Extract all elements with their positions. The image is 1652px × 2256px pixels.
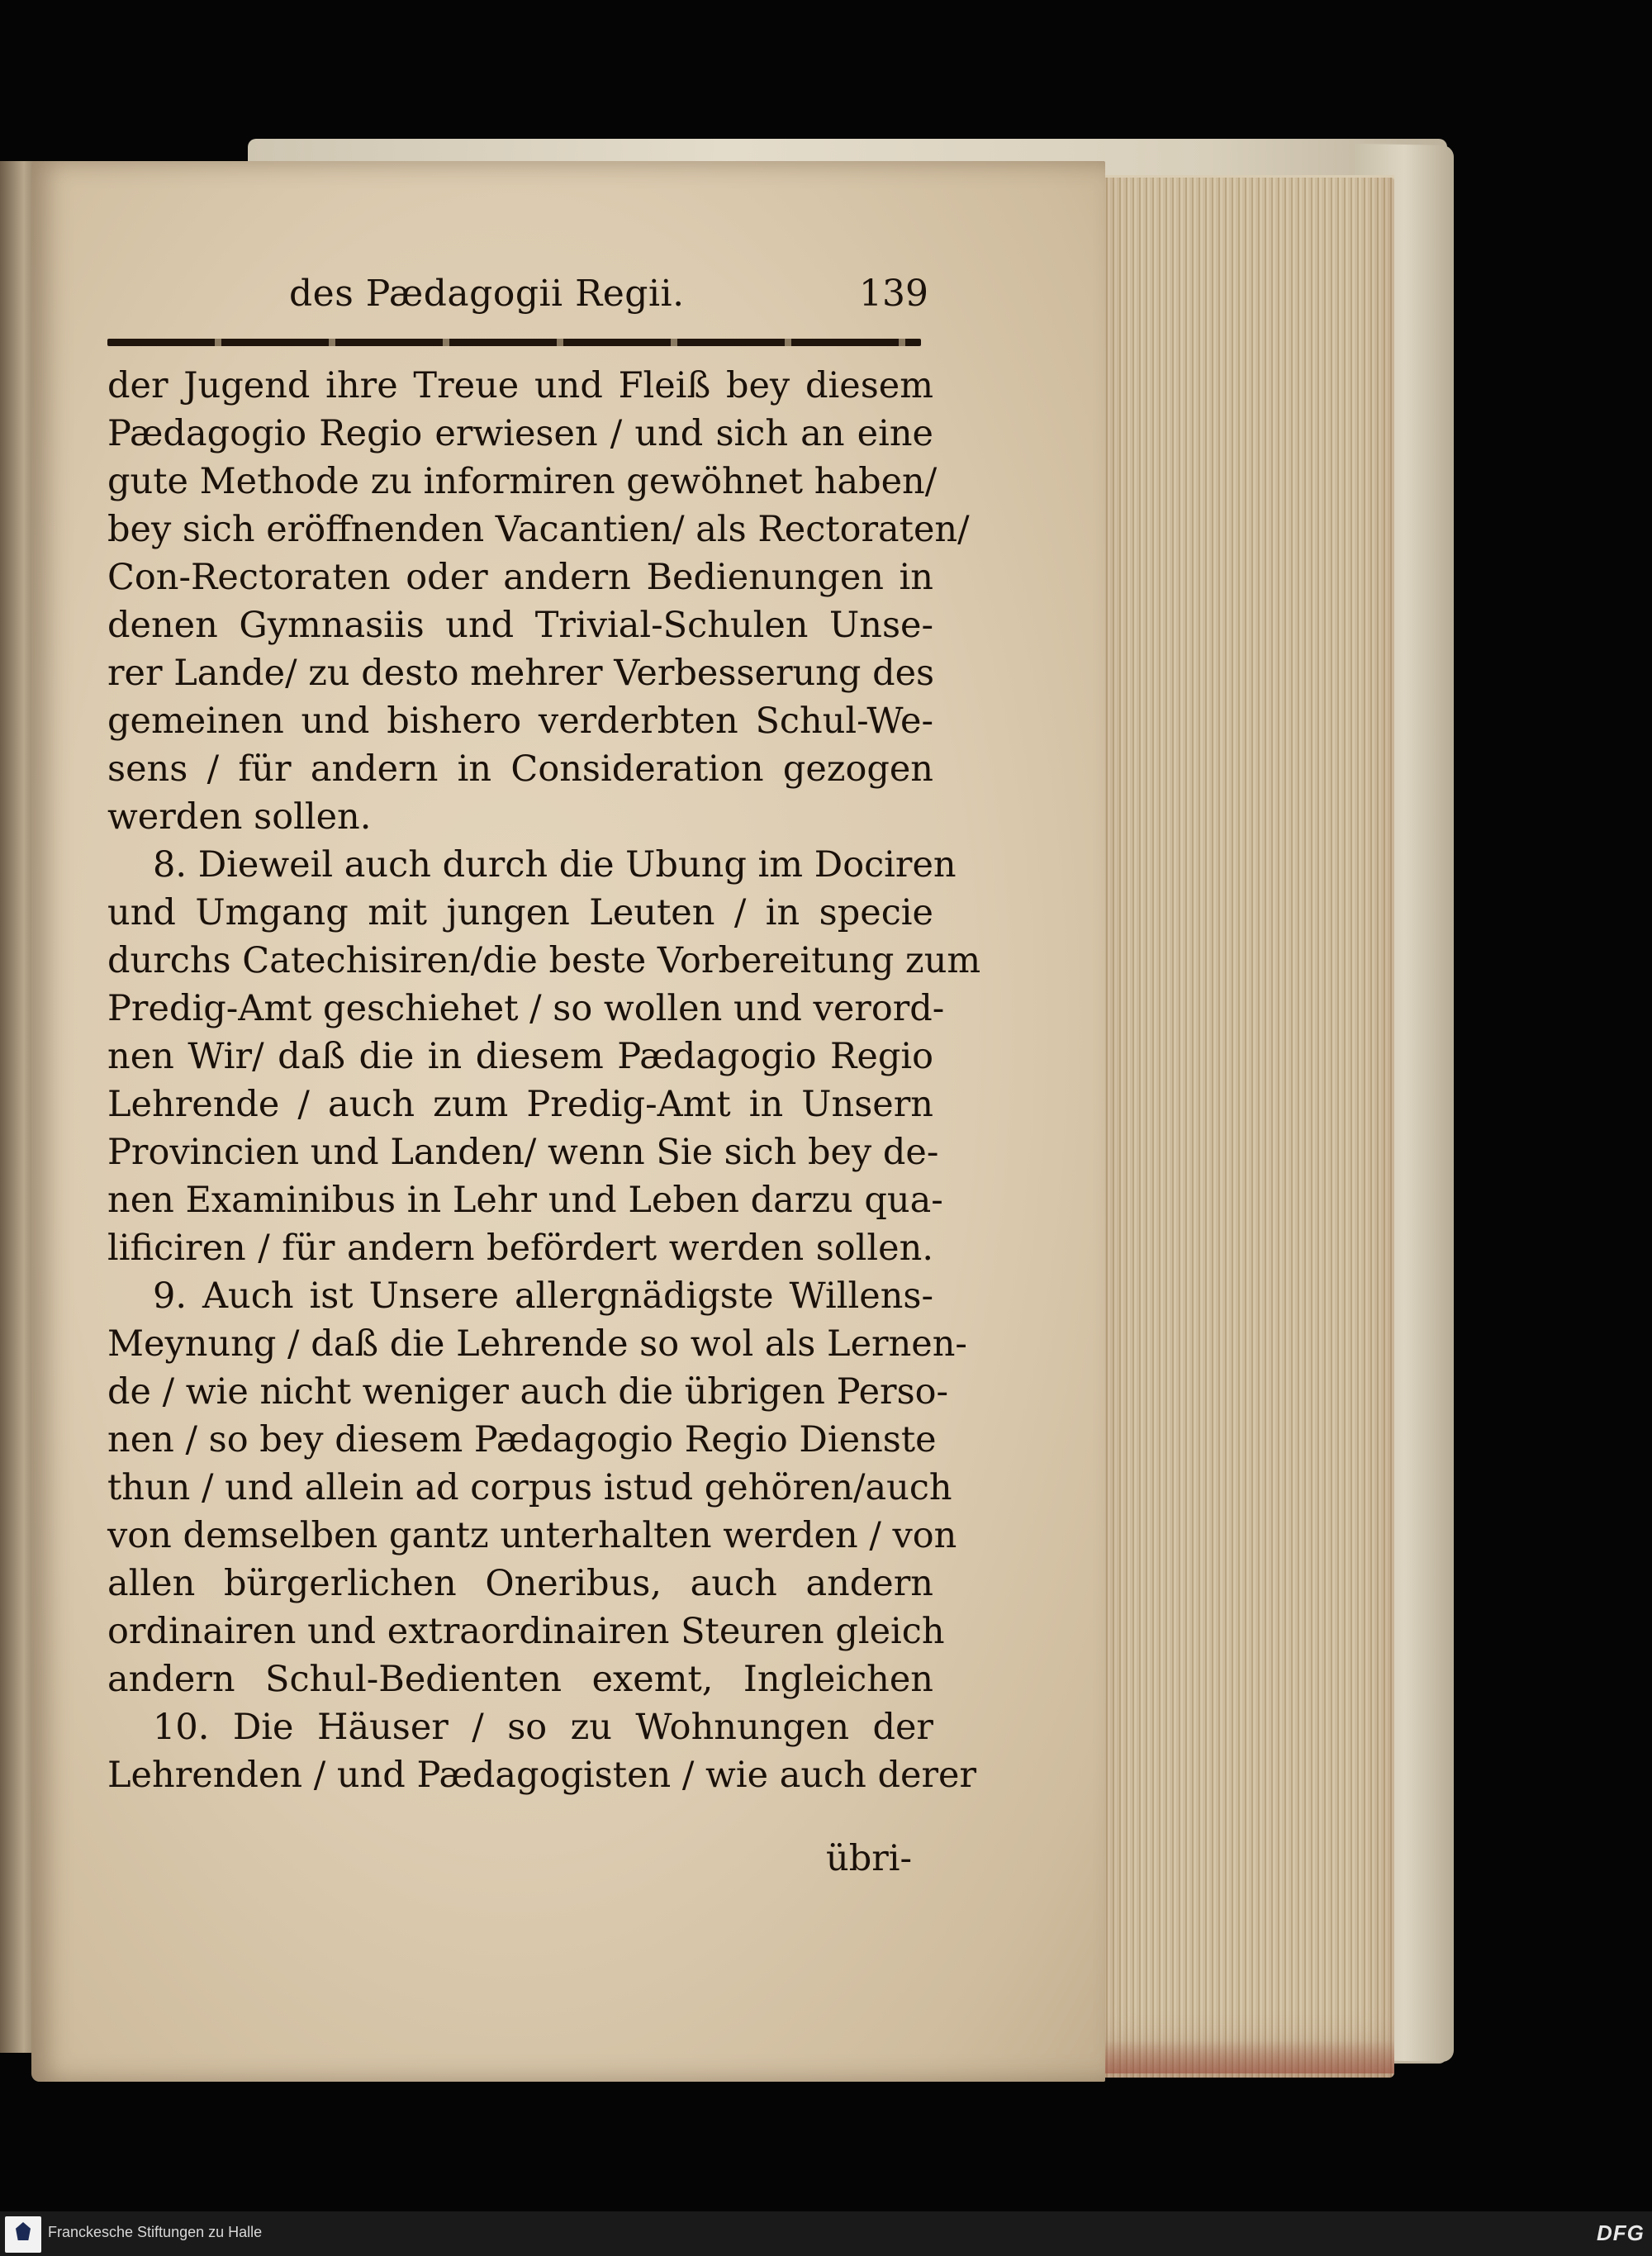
text-line: Lehrenden / und Pædagogisten / wie auch derer (107, 1755, 977, 1796)
paragraph-9-start: 9. Auch ist Unsere allergnädigste Willens- (153, 1275, 933, 1317)
text-line: und Umgang mit jungen Leuten / in specie (107, 892, 933, 933)
page-block-edges (1097, 178, 1394, 2078)
text-line: de / wie nicht weniger auch die übrigen Perso- (107, 1371, 949, 1413)
text-line: andern Schul-Bedienten exemt, Ingleichen (107, 1659, 933, 1700)
text-line: Meynung / daß die Lehrende so wol als Lernen- (107, 1323, 967, 1365)
text-line: rer Lande/ zu desto mehrer Verbesserung des (107, 653, 935, 694)
text-line: der Jugend ihre Treue und Fleiß bey diesem (107, 365, 933, 406)
text-line: nen Wir/ daß die in diesem Pædagogio Regio (107, 1036, 933, 1077)
text-line: nen / so bey diesem Pædagogio Regio Dienste (107, 1419, 937, 1460)
text-line: durchs Catechisiren/die beste Vorbereitung zum (107, 940, 981, 981)
page-number: 139 (859, 273, 928, 315)
text-line: von demselben gantz unterhalten werden / von (107, 1515, 957, 1556)
text-line: Pædagogio Regio erwiesen / und sich an eine (107, 413, 933, 454)
running-head: des Pædagogii Regii. (289, 273, 685, 315)
body-text (107, 362, 981, 1799)
text-line: Predig-Amt geschiehet / so wollen und verord- (107, 988, 945, 1029)
text-line: Lehrende / auch zum Predig-Amt in Unsern (107, 1084, 933, 1125)
text-line: allen bürgerlichen Oneribus, auch andern (107, 1563, 933, 1604)
text-line: ordinairen und extraordinairen Steuren gleich (107, 1611, 945, 1652)
text-line: Con-Rectoraten oder andern Bedienungen in (107, 557, 933, 598)
text-line: bey sich eröffnenden Vacantien/ als Rectoraten/ (107, 509, 970, 550)
header-rule (107, 339, 921, 346)
paragraph-8-start: 8. Dieweil auch durch die Ubung im Dociren (153, 844, 957, 886)
paragraph-10-start: 10. Die Häuser / so zu Wohnungen der (153, 1707, 933, 1748)
text-line: gemeinen und bishero verderbten Schul-We- (107, 701, 933, 742)
text-line: sens / für andern in Consideration gezogen (107, 748, 933, 790)
dfg-logo: DFG (1597, 2220, 1645, 2245)
text-line: nen Examinibus in Lehr und Leben darzu qua- (107, 1180, 943, 1221)
text-line: denen Gymnasiis und Trivial-Schulen Unse- (107, 605, 933, 646)
text-line: thun / und allein ad corpus istud gehören/auch (107, 1467, 952, 1508)
text-line: gute Methode zu informiren gewöhnet haben/ (107, 461, 938, 502)
text-line: lificiren / für andern befördert werden sollen. (107, 1228, 933, 1269)
text-line: werden sollen. (107, 796, 372, 838)
catchword: übri- (826, 1838, 913, 1879)
text-line: Provincien und Landen/ wenn Sie sich bey de- (107, 1132, 939, 1173)
institution-label: Franckesche Stiftungen zu Halle (48, 2224, 263, 2240)
page-block-bottom (1097, 2040, 1394, 2073)
